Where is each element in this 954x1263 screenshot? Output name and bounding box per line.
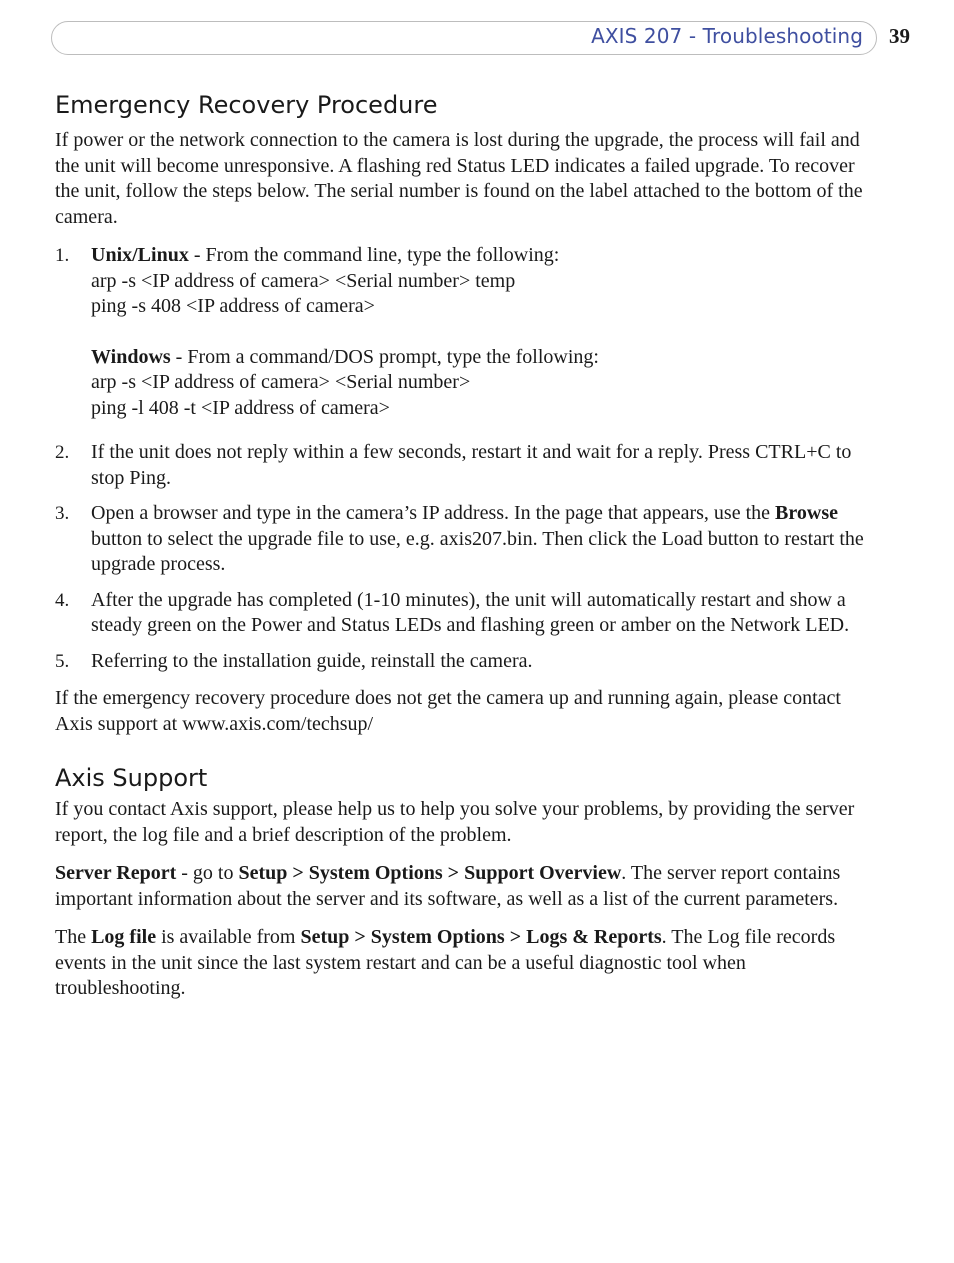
- step-number: 4.: [55, 589, 70, 611]
- step-number: 2.: [55, 442, 70, 463]
- unix-command-1: arp -s <IP address of camera> <Serial number> temp: [91, 269, 516, 292]
- recovery-closing: If the emergency recovery procedure does not get the camera up and running again, please contact Axis support at www.axis.com/techsup/: [55, 687, 841, 735]
- step-text: Referring to the installation guide, reinstall the camera.: [91, 649, 533, 672]
- step-text: Open a browser and type in the camera’s IP address. In the page that appears, use the: [91, 502, 776, 524]
- page-content: [55, 88, 873, 1002]
- step-number: 3.: [55, 503, 70, 524]
- recovery-steps-list: [55, 243, 873, 674]
- unix-instruction: - From the command line, type the following:: [188, 244, 560, 266]
- list-item: [55, 243, 873, 421]
- windows-instruction: - From a command/DOS prompt, type the following:: [170, 345, 599, 368]
- unix-label: Unix/Linux: [91, 244, 189, 266]
- list-item: [55, 588, 873, 639]
- step-text: If the unit does not reply within a few seconds, restart it and wait for a reply. Press CTRL+C to stop Ping.: [91, 441, 852, 489]
- list-item: [55, 649, 873, 675]
- log-file-label: Log file: [91, 926, 157, 948]
- recovery-intro: If power or the network connection to the camera is lost during the upgrade, the process will fail and the unit will become unresponsive. A flashing red Status LED indicates a failed upgrade. To recover the unit, follow the steps below. The serial number is found on the label attached to the bottom of the camera.: [55, 129, 863, 228]
- server-report-label: Server Report: [55, 862, 177, 884]
- windows-command-1: arp -s <IP address of camera> <Serial number>: [91, 371, 471, 393]
- log-file-paragraph: [55, 925, 873, 1002]
- log-the: The: [55, 926, 92, 948]
- log-file-path: Setup > System Options > Logs & Reports: [300, 926, 662, 948]
- page-number: 39: [889, 24, 910, 48]
- step-text: button to select the upgrade file to use, e.g. axis207.bin. Then click the Load button to restart the upgrade process.: [91, 527, 864, 575]
- windows-label: Windows: [91, 345, 171, 368]
- server-report-path: Setup > System Options > Support Overview: [238, 862, 622, 884]
- list-item: [55, 501, 873, 578]
- windows-command-2: ping -l 408 -t <IP address of camera>: [91, 396, 390, 419]
- server-report-paragraph: [55, 861, 873, 912]
- unix-command-2: ping -s 408 <IP address of camera>: [91, 295, 375, 317]
- list-item: [55, 440, 873, 491]
- server-report-go: - go to: [176, 862, 239, 884]
- log-available: is available from: [156, 926, 301, 948]
- section-heading-support: Axis Support: [55, 764, 208, 792]
- step-text: After the upgrade has completed (1-10 minutes), the unit will automatically restart and show a steady green on the Power and Status LEDs and flashing green or amber on the Network LED.: [91, 588, 850, 636]
- server-report-text: . The server report contains important information about the server and its software, as well as a list of the current parameters.: [55, 862, 841, 910]
- browse-label: Browse: [775, 502, 838, 524]
- step-number: 1.: [55, 245, 70, 266]
- support-intro: If you contact Axis support, please help us to help you solve your problems, by providing the server report, the log file and a brief description of the problem.: [55, 798, 855, 846]
- section-heading-recovery: Emergency Recovery Procedure: [55, 91, 438, 119]
- step-number: 5.: [55, 650, 70, 672]
- header-title: AXIS 207 - Troubleshooting: [591, 24, 863, 48]
- log-file-text: . The Log file records events in the unit since the last system restart and can be a useful diagnostic tool when troubleshooting.: [55, 926, 836, 999]
